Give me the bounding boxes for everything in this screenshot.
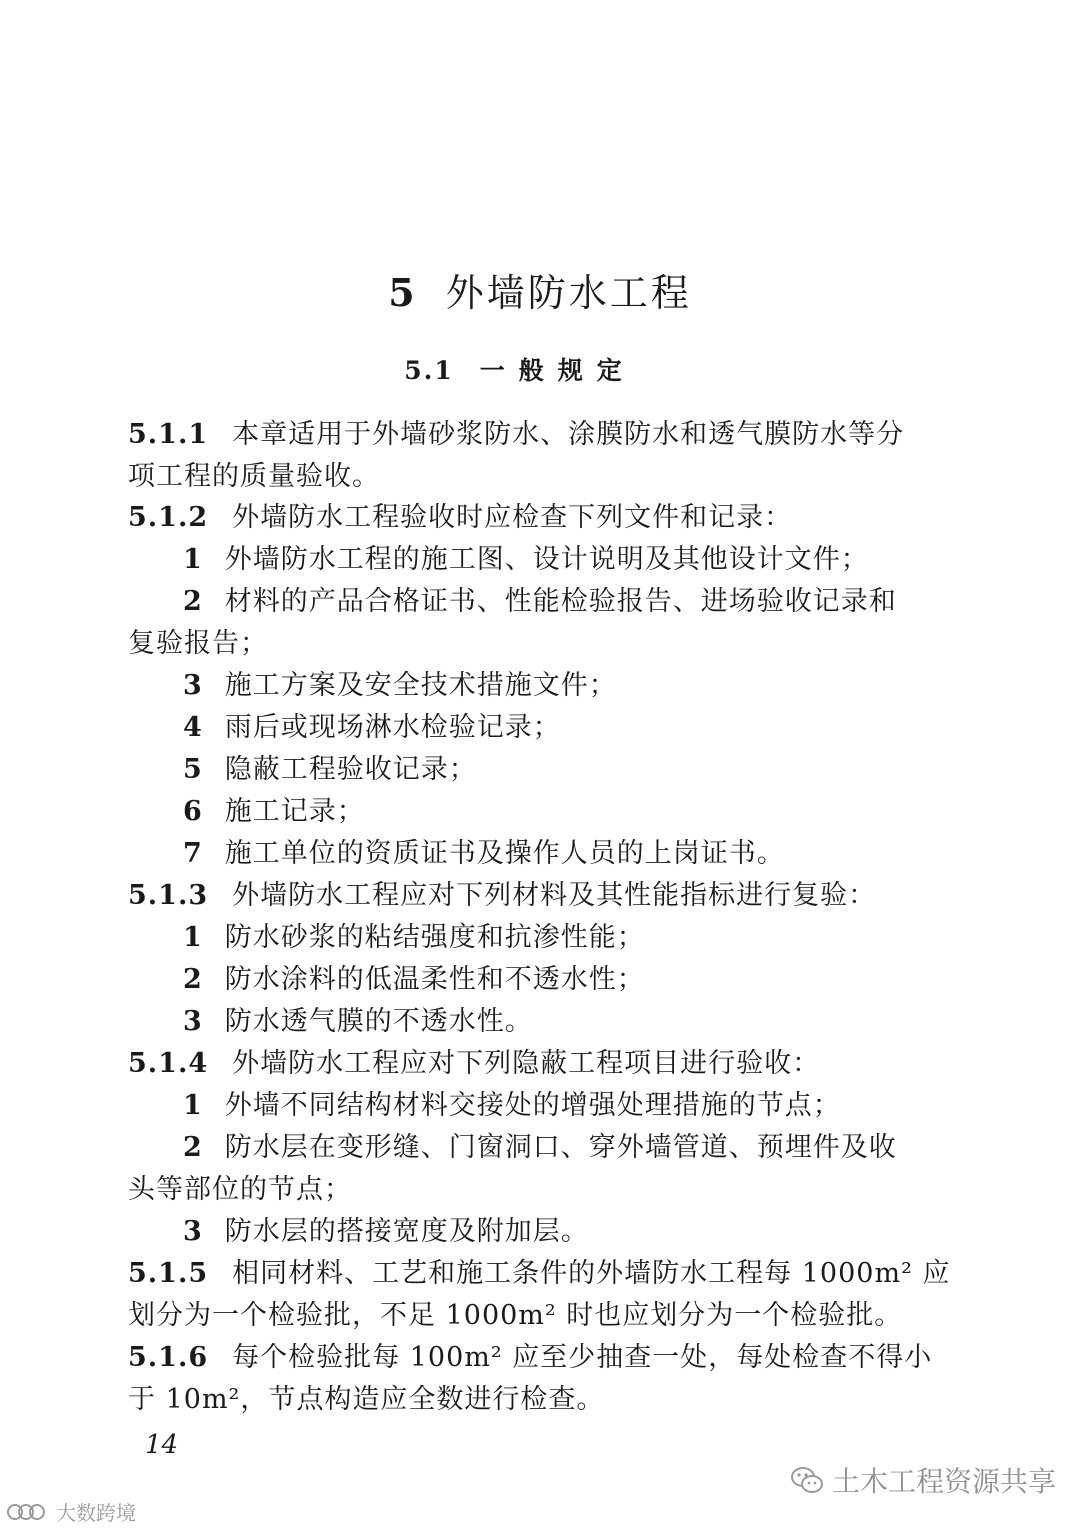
clause-number: 5.1.6 <box>128 1342 209 1373</box>
line-text: 本章适用于外墙砂浆防水、涂膜防水和透气膜防水等分 <box>232 419 905 450</box>
item-number: 3 <box>183 1216 203 1247</box>
list-item <box>183 1005 973 1039</box>
line-text: 材料的产品合格证书、性能检验报告、进场验收记录和 <box>224 586 897 617</box>
line-text: 雨后或现场淋水检验记录； <box>224 712 561 743</box>
continuation-line <box>128 460 918 494</box>
clause-line <box>128 418 918 452</box>
list-item <box>183 711 973 745</box>
line-text: 防水涂料的低温柔性和不透水性； <box>224 964 645 995</box>
list-item <box>183 921 973 955</box>
clause-line <box>128 1047 918 1081</box>
line-text: 施工记录； <box>224 796 365 827</box>
line-text: 划分为一个检验批，不足 1000m² 时也应划分为一个检验批。 <box>128 1300 903 1331</box>
item-number: 1 <box>183 544 203 575</box>
item-number: 5 <box>183 754 203 785</box>
chapter-title-text: 外墙防水工程 <box>445 271 692 315</box>
watermark-logo <box>6 1497 136 1526</box>
line-text: 施工方案及安全技术措施文件； <box>224 670 617 701</box>
line-text: 外墙不同结构材料交接处的增强处理措施的节点； <box>224 1090 841 1121</box>
line-text: 项工程的质量验收。 <box>128 461 380 492</box>
list-item <box>183 1215 973 1249</box>
line-text: 防水层在变形缝、门窗洞口、穿外墙管道、预埋件及收 <box>224 1132 897 1163</box>
section-number: 5.1 <box>404 356 454 385</box>
list-item <box>183 753 973 787</box>
item-number: 1 <box>183 1090 203 1121</box>
list-item <box>183 1131 973 1165</box>
continuation-line <box>128 1173 918 1207</box>
list-item <box>183 837 973 871</box>
clause-number: 5.1.1 <box>128 419 209 450</box>
line-text: 防水透气膜的不透水性。 <box>224 1006 533 1037</box>
clause-line <box>128 501 918 535</box>
clause-number: 5.1.3 <box>128 880 209 911</box>
item-number: 4 <box>183 712 203 743</box>
line-text: 施工单位的资质证书及操作人员的上岗证书。 <box>224 838 785 869</box>
line-text: 外墙防水工程应对下列材料及其性能指标进行复验： <box>232 880 877 911</box>
list-item <box>183 795 973 829</box>
logo-icon <box>6 1501 48 1523</box>
line-text: 外墙防水工程应对下列隐蔽工程项目进行验收： <box>232 1048 821 1079</box>
line-text: 于 10m²，节点构造应全数进行检查。 <box>128 1384 605 1415</box>
item-number: 2 <box>183 1132 203 1163</box>
line-text: 隐蔽工程验收记录； <box>224 754 477 785</box>
clause-number: 5.1.5 <box>128 1258 209 1289</box>
page-number: 14 <box>145 1430 179 1460</box>
item-number: 7 <box>183 838 203 869</box>
chapter-number: 5 <box>388 270 418 315</box>
clause-line <box>128 1341 933 1375</box>
item-number: 3 <box>183 1006 203 1037</box>
item-number: 3 <box>183 670 203 701</box>
line-text: 防水层的搭接宽度及附加层。 <box>224 1216 589 1247</box>
clause-line <box>128 879 918 913</box>
list-item <box>183 543 973 577</box>
line-text: 外墙防水工程的施工图、设计说明及其他设计文件； <box>224 544 869 575</box>
continuation-line <box>128 1299 918 1333</box>
item-number: 1 <box>183 922 203 953</box>
watermark-left-text: 大数跨境 <box>56 1501 136 1525</box>
list-item <box>183 585 973 619</box>
item-number: 2 <box>183 964 203 995</box>
clause-number: 5.1.2 <box>128 502 209 533</box>
section-title <box>0 351 1040 387</box>
chapter-title <box>0 262 1080 317</box>
wechat-icon <box>790 1465 824 1495</box>
list-item <box>183 1089 973 1123</box>
watermark-wechat <box>790 1460 1056 1500</box>
list-item <box>183 669 973 703</box>
clause-line <box>128 1257 951 1291</box>
item-number: 2 <box>183 586 203 617</box>
watermark-right-text: 土木工程资源共享 <box>832 1465 1057 1498</box>
line-text: 每个检验批每 100m² 应至少抽查一处，每处检查不得小 <box>232 1342 933 1373</box>
list-item <box>183 963 973 997</box>
line-text: 复验报告； <box>128 628 268 659</box>
line-text: 头等部位的节点； <box>128 1174 352 1205</box>
line-text: 外墙防水工程验收时应检查下列文件和记录： <box>232 502 793 533</box>
line-text: 相同材料、工艺和施工条件的外墙防水工程每 1000m² 应 <box>232 1258 951 1289</box>
continuation-line <box>128 627 918 661</box>
item-number: 6 <box>183 796 203 827</box>
continuation-line <box>128 1383 918 1417</box>
clause-number: 5.1.4 <box>128 1048 209 1079</box>
line-text: 防水砂浆的粘结强度和抗渗性能； <box>224 922 645 953</box>
section-title-text: 一般规定 <box>479 356 636 385</box>
